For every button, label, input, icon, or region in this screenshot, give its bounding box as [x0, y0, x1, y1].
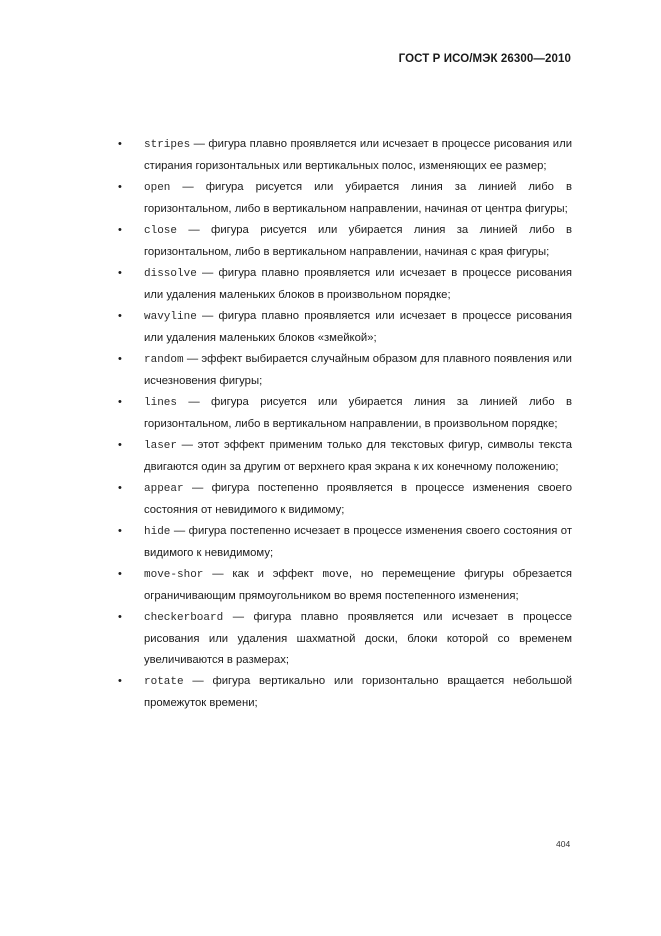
list-item [118, 564, 572, 607]
bullet-icon: • [118, 611, 122, 623]
effect-term: random [144, 354, 184, 366]
effect-description: фигура плавно проявляется или исчезает в процессе рисования или удаления маленьких блоков «змейкой»; [144, 310, 572, 344]
effect-term: laser [144, 440, 178, 452]
list-item [118, 671, 572, 714]
separator: — [170, 525, 189, 537]
effect-description: эффект выбирается случайным образом для плавного появления или исчезновения фигуры; [144, 353, 572, 387]
list-item [118, 306, 572, 349]
list-item [118, 521, 572, 564]
separator: — [190, 138, 209, 150]
bullet-icon: • [118, 181, 122, 193]
bullet-icon: • [118, 224, 122, 236]
effect-description: фигура вертикально или горизонтально вращается небольшой промежуток времени; [144, 675, 573, 709]
separator: — [183, 482, 212, 494]
separator: — [177, 439, 198, 451]
separator: — [223, 611, 254, 623]
bullet-icon: • [118, 482, 122, 494]
effect-term: checkerboard [144, 612, 224, 624]
effect-description: фигура плавно проявляется или исчезает в процессе рисования или удаления маленьких блоков в произвольном порядке; [144, 267, 572, 301]
bullet-icon: • [118, 568, 122, 580]
bullet-icon: • [118, 525, 122, 537]
bullet-icon: • [118, 138, 122, 150]
separator: — [177, 224, 212, 236]
list-item [118, 263, 572, 306]
effect-term: dissolve [144, 268, 197, 280]
list-item [118, 134, 572, 177]
list-item [118, 177, 572, 220]
effect-description: этот эффект применим только для текстовых фигур, символы текста двигаются один за другим от верхнего края экрана к их конечному положению; [144, 439, 572, 473]
effect-term: wavyline [144, 311, 197, 323]
bullet-icon: • [118, 267, 122, 279]
effect-description: фигура рисуется или убирается линия за линией либо в горизонтальном, либо в вертикальном направлении, в произвольном порядке; [144, 396, 572, 430]
list-item [118, 349, 572, 392]
effect-description: фигура плавно проявляется или исчезает в процессе рисования или стирания горизонтальных или вертикальных полос, изменяющих ее размер; [144, 138, 573, 172]
effect-description: фигура рисуется или убирается линия за линией либо в горизонтальном, либо в вертикальном направлении, начиная с края фигуры; [144, 224, 572, 258]
effect-term: stripes [144, 139, 191, 151]
separator: — [196, 267, 219, 279]
separator: — [183, 353, 202, 365]
effect-term: lines [144, 397, 178, 409]
effect-description: фигура постепенно исчезает в процессе изменения своего состояния от видимого к невидимому; [144, 525, 572, 559]
bullet-icon: • [118, 353, 122, 365]
effect-term: appear [144, 483, 184, 495]
list-item [118, 392, 572, 435]
document-header: ГОСТ Р ИСО/МЭК 26300—2010 [398, 53, 571, 65]
effect-term: close [144, 225, 178, 237]
separator: — [170, 181, 206, 193]
effects-list [118, 134, 572, 714]
effect-term: move-shor [144, 569, 204, 581]
list-item [118, 478, 572, 521]
effect-term: hide [144, 526, 171, 538]
separator: — [203, 568, 233, 580]
bullet-icon: • [118, 396, 122, 408]
bullet-icon: • [118, 675, 122, 687]
effect-term: open [144, 182, 171, 194]
effect-description: фигура плавно проявляется или исчезает в процессе рисования или удаления шахматной доски, блоки которой со временем увеличиваются в размерах; [144, 611, 573, 666]
list-item [118, 220, 572, 263]
separator: — [177, 396, 212, 408]
separator: — [183, 675, 213, 687]
bullet-icon: • [118, 439, 122, 451]
inline-effect-term: move [322, 569, 349, 581]
separator: — [196, 310, 219, 322]
effect-description-prefix: как и эффект [232, 568, 323, 580]
list-item [118, 435, 572, 478]
effect-description: фигура постепенно проявляется в процессе изменения своего состояния от невидимого к видимому; [144, 482, 572, 516]
effect-description: , но перемещение фигуры обрезается ограничивающим прямоугольником во время постепенного изменения; [144, 568, 573, 602]
list-item [118, 607, 572, 671]
page-number: 404 [556, 839, 571, 849]
effect-term: rotate [144, 676, 184, 688]
bullet-icon: • [118, 310, 122, 322]
effect-description: фигура рисуется или убирается линия за линией либо в горизонтальном, либо в вертикальном направлении, начиная от центра фигуры; [144, 181, 572, 215]
